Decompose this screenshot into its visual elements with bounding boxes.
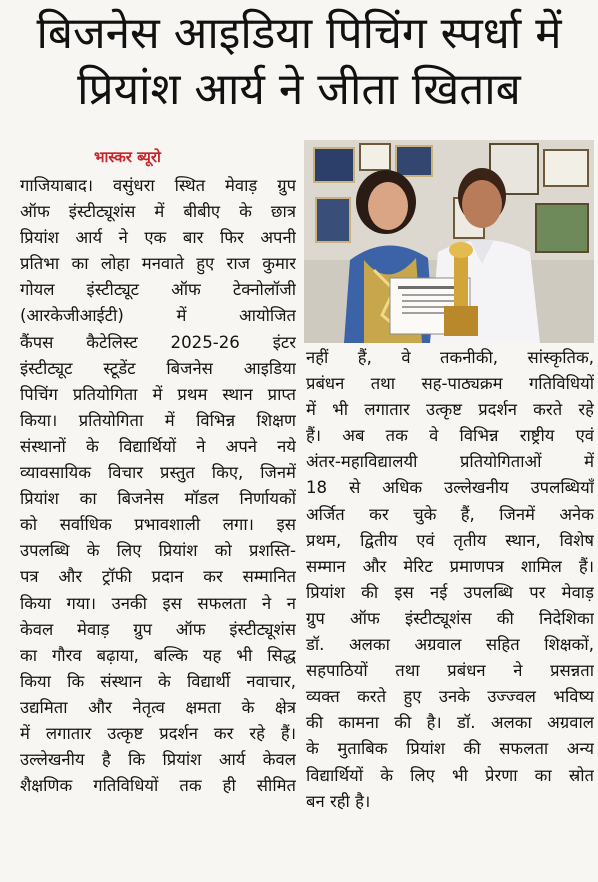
paragraph-line: प्रियांश का बिजनेस मॉडल निर्णायकों — [20, 489, 296, 509]
paragraph-line: डॉ. अलका अग्रवाल सहित शिक्षकों, — [306, 635, 594, 655]
paragraph-line: शैक्षणिक गतिविधियों तक ही सीमित — [20, 776, 296, 796]
paragraph-line: किया कि संस्थान के विद्यार्थी नवाचार, — [20, 671, 296, 691]
award-photo-illustration — [304, 140, 594, 343]
paragraph-line: प्रबंधन तथा सह-पाठ्यक्रम गतिविधियों — [306, 374, 594, 394]
paragraph-line: की कामना की है। डॉ. अलका अग्रवाल — [306, 713, 594, 733]
paragraph-line: किया गया। उनकी इस सफलता ने न — [20, 593, 296, 613]
paragraph-line: सहपाठियों तथा प्रबंधन ने प्रसन्नता — [306, 661, 594, 681]
paragraph-line: विद्यार्थियों के लिए भी प्रेरणा का स्रोत — [306, 765, 594, 785]
paragraph-line: इंस्टीट्यूट स्टूडेंट बिजनेस आइडिया — [20, 358, 296, 378]
paragraph-line: में भी लगातार उत्कृष्ट प्रदर्शन करते रहे — [306, 400, 594, 420]
paragraph-line: (आरकेजीआईटी) में आयोजित — [20, 306, 296, 326]
byline: भास्कर ब्यूरो — [94, 148, 161, 166]
paragraph-line: उद्यमिता और नेतृत्व क्षमता के क्षेत्र — [20, 697, 296, 717]
paragraph-line: 18 से अधिक उल्लेखनीय उपलब्धियाँ — [306, 478, 594, 498]
paragraph-line: उल्लेखनीय है कि प्रियांश आर्य केवल — [20, 750, 296, 770]
paragraph-line: अर्जित कर चुके हैं, जिनमें अनेक — [306, 504, 594, 524]
article-column-right — [306, 345, 594, 815]
headline-line-1: बिजनेस आइडिया पिचिंग स्पर्धा में — [36, 8, 562, 59]
award-photo — [304, 140, 594, 343]
paragraph-line: का गौरव बढ़ाया, बल्कि यह भी सिद्ध — [20, 645, 296, 665]
paragraph-line: उपलब्धि के लिए प्रियांश को प्रशस्ति- — [20, 541, 296, 561]
paragraph-line: व्यक्त करते हुए उनके उज्ज्वल भविष्य — [306, 687, 594, 707]
paragraph-line: किया। प्रतियोगिता में विभिन्न शिक्षण — [20, 410, 296, 430]
paragraph-line: बन रही है। — [306, 791, 371, 811]
paragraph-line: प्रियांश आर्य ने एक बार फिर अपनी — [20, 228, 296, 248]
headline-line-2: प्रियांश आर्य ने जीता खिताब — [77, 64, 521, 115]
paragraph-line: नहीं हैं, वे तकनीकी, सांस्कृतिक, — [306, 348, 594, 367]
paragraph-line: में लगातार उत्कृष्ट प्रदर्शन कर रहे हैं। — [20, 723, 296, 743]
paragraph-line: हैं। अब तक वे विभिन्न राष्ट्रीय एवं — [306, 426, 594, 446]
paragraph-line: प्रियांश की इस नई उपलब्धि पर मेवाड़ — [306, 582, 594, 602]
paragraph-line: ऑफ इंस्टीट्यूशंस में बीबीए के छात्र — [20, 202, 296, 222]
paragraph-line: गोयल इंस्टीट्यूट ऑफ टेक्नोलॉजी — [20, 280, 296, 300]
paragraph-line: प्रथम, द्वितीय एवं तृतीय स्थान, विशेष — [306, 530, 594, 550]
paragraph-line: सम्मान और मेरिट प्रमाणपत्र शामिल हैं। — [306, 556, 594, 576]
paragraph-line: पिचिंग प्रतियोगिता में प्रथम स्थान प्राप्त — [20, 384, 296, 404]
paragraph-line: गाजियाबाद। वसुंधरा स्थित मेवाड़ ग्रुप — [20, 176, 296, 195]
paragraph-line: ग्रुप ऑफ इंस्टीट्यूशंस की निदेशिका — [306, 608, 594, 628]
paragraph-line: प्रतिभा का लोहा मनवाते हुए राज कुमार — [20, 254, 296, 274]
paragraph-line: के मुताबिक प्रियांश की सफलता अन्य — [306, 739, 594, 759]
paragraph-line: पत्र और ट्रॉफी प्रदान कर सम्मानित — [20, 567, 296, 587]
paragraph-line: केवल मेवाड़ ग्रुप ऑफ इंस्टीट्यूशंस — [20, 619, 296, 639]
article-column-left — [20, 173, 296, 799]
paragraph-line: कैंपस कैटेलिस्ट 2025-26 इंटर — [20, 332, 296, 352]
paragraph-line: व्यावसायिक विचार प्रस्तुत किए, जिनमें — [20, 463, 296, 483]
paragraph-line: अंतर-महाविद्यालयी प्रतियोगिताओं में — [306, 452, 594, 472]
paragraph-line: को सर्वाधिक प्रभावशाली लगा। इस — [20, 515, 296, 535]
headline — [0, 6, 598, 118]
paragraph-line: संस्थानों के विद्यार्थियों ने अपने नये — [20, 436, 296, 456]
